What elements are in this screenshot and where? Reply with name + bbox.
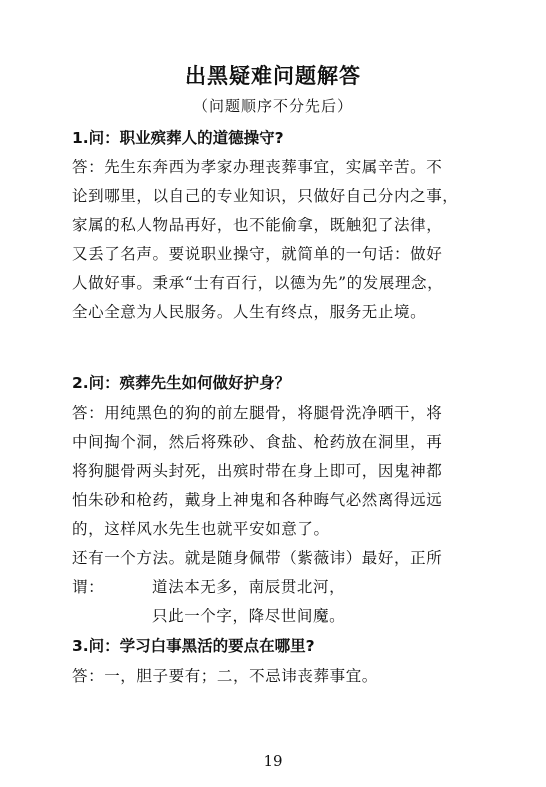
question-3-heading: 3.问：学习白事黑活的要点在哪里? [72, 637, 315, 655]
answer-2-line: 答：用纯黑色的狗的前左腿骨，将腿骨洗净晒干，将 [72, 404, 443, 422]
verse-line: 只此一个字，降尽世间魔。 [152, 607, 346, 625]
answer-1-line: 又丢了名声。要说职业操守，就简单的一句话：做好 [72, 245, 443, 263]
page-title: 出黑疑难问题解答 [185, 64, 361, 88]
page-number: 19 [263, 752, 283, 770]
question-1-heading: 1.问：职业殡葬人的道德操守? [72, 129, 284, 147]
answer-2-line: 怕朱砂和枪药，戴身上神鬼和各种晦气必然离得远远 [72, 491, 443, 509]
question-2-heading: 2.问：殡葬先生如何做好护身？ [72, 374, 291, 392]
answer-2-line: 中间掏个洞，然后将殊砂、食盐、枪药放在洞里，再 [72, 433, 443, 451]
answer-2-line: 将狗腿骨两头封死，出殡时带在身上即可，因鬼神都 [72, 462, 443, 480]
answer-1-line: 全心全意为人民服务。人生有终点，服务无止境。 [72, 303, 427, 321]
answer-2-line: 的，这样风水先生也就平安如意了。 [72, 520, 330, 538]
answer-1-line: 答：先生东奔西为孝家办理丧葬事宜，实属辛苦。不 [72, 158, 443, 176]
verse-line: 道法本无多，南辰贯北河， [152, 578, 346, 596]
verse-label: 谓： [72, 578, 105, 596]
page-subtitle: （问题顺序不分先后） [192, 97, 353, 115]
answer-1-line: 家属的私人物品再好，也不能偷拿，既触犯了法律， [72, 216, 443, 234]
answer-1-line: 人做好事。秉承“士有百行，以德为先”的发展理念， [72, 274, 444, 292]
answer-1-line: 论到哪里，以自己的专业知识，只做好自己分内之事， [72, 187, 459, 205]
answer-2-line: 还有一个方法。就是随身佩带（紫薇讳）最好，正所 [72, 549, 443, 567]
answer-3-line: 答：一，胆子要有；二，不忌讳丧葬事宜。 [72, 667, 378, 685]
